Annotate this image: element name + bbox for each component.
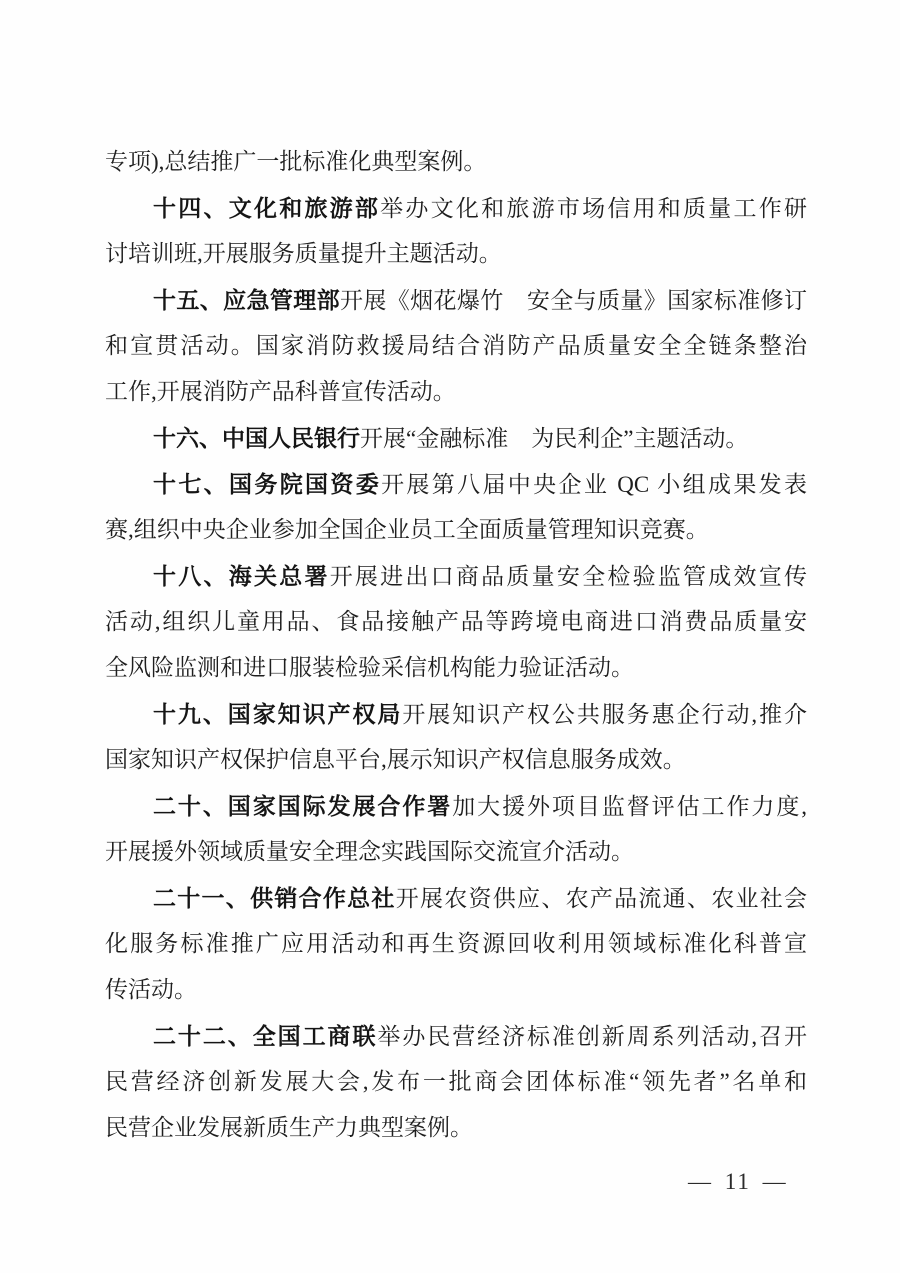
item-lead-bold: 十五、应急管理部 (153, 287, 340, 313)
paragraph (105, 783, 807, 875)
text-line (105, 1013, 807, 1059)
paragraph (105, 415, 807, 461)
line-text: 开展第八届中央企业 QC 小组成果发表 (381, 472, 807, 497)
text-line (105, 783, 807, 829)
item-lead-bold: 十四、文化和旅游部 (153, 195, 381, 221)
page-number: — 11 — (688, 1169, 788, 1194)
paragraph (105, 875, 807, 1013)
text-line (105, 553, 807, 599)
text-line (105, 415, 807, 461)
item-lead-bold: 十九、国家知识产权局 (153, 701, 403, 727)
item-lead-bold: 十七、国务院国资委 (153, 471, 382, 497)
item-lead-bold: 十六、中国人民银行 (153, 425, 360, 451)
document-body (105, 139, 807, 1151)
text-line: 化服务标准推广应用活动和再生资源回收利用领域标准化科普宣 (105, 931, 807, 956)
line-text: 开展知识产权公共服务惠企行动,推介 (402, 702, 807, 727)
line-text: 开展《烟花爆竹 安全与质量》国家标准修订 (339, 288, 807, 313)
paragraph (105, 139, 807, 185)
text-line (105, 691, 807, 737)
text-line: 传活动。 (105, 977, 197, 1002)
line-text: 开展农资供应、农产品流通、农业社会 (395, 886, 807, 911)
text-line (105, 185, 807, 231)
item-lead-bold: 二十二、全国工商联 (153, 1023, 378, 1049)
paragraph (105, 185, 807, 277)
item-lead-bold: 二十、国家国际发展合作署 (153, 793, 453, 819)
text-line (105, 139, 807, 185)
text-line: 民营企业发展新质生产力典型案例。 (105, 1115, 473, 1140)
text-line: 讨培训班,开展服务质量提升主题活动。 (105, 241, 502, 266)
text-line (105, 461, 807, 507)
text-line: 开展援外领域质量安全理念实践国际交流宣介活动。 (105, 839, 634, 864)
paragraph (105, 461, 807, 553)
text-line: 全风险监测和进口服装检验采信机构能力验证活动。 (105, 655, 634, 680)
paragraph (105, 277, 807, 415)
text-line: 活动,组织儿童用品、食品接触产品等跨境电商进口消费品质量安 (105, 609, 807, 634)
paragraph (105, 1013, 807, 1151)
line-text: 加大援外项目监督评估工作力度, (452, 794, 807, 819)
text-line: 和宣贯活动。国家消防救援局结合消防产品质量安全全链条整治 (105, 333, 807, 358)
line-text: 举办文化和旅游市场信用和质量工作研 (380, 196, 807, 221)
text-line: 国家知识产权保护信息平台,展示知识产权信息服务成效。 (105, 747, 686, 772)
line-text: 开展“金融标准 为民利企”主题活动。 (360, 426, 749, 451)
text-line (105, 277, 807, 323)
line-text: 举办民营经济标准创新周系列活动,召开 (377, 1024, 807, 1049)
text-line: 赛,组织中央企业参加全国企业员工全面质量管理知识竞赛。 (105, 517, 709, 542)
item-lead-bold: 十八、海关总署 (153, 563, 330, 589)
text-line (105, 875, 807, 921)
line-text: 专项),总结推广一批标准化典型案例。 (105, 149, 487, 174)
line-text: 开展进出口商品质量安全检验监管成效宣传 (329, 564, 807, 589)
item-lead-bold: 二十一、供销合作总社 (153, 885, 396, 911)
paragraph (105, 691, 807, 783)
text-line: 民营经济创新发展大会,发布一批商会团体标准“领先者”名单和 (105, 1069, 807, 1094)
paragraph (105, 553, 807, 691)
text-line: 工作,开展消防产品科普宣传活动。 (105, 379, 456, 404)
